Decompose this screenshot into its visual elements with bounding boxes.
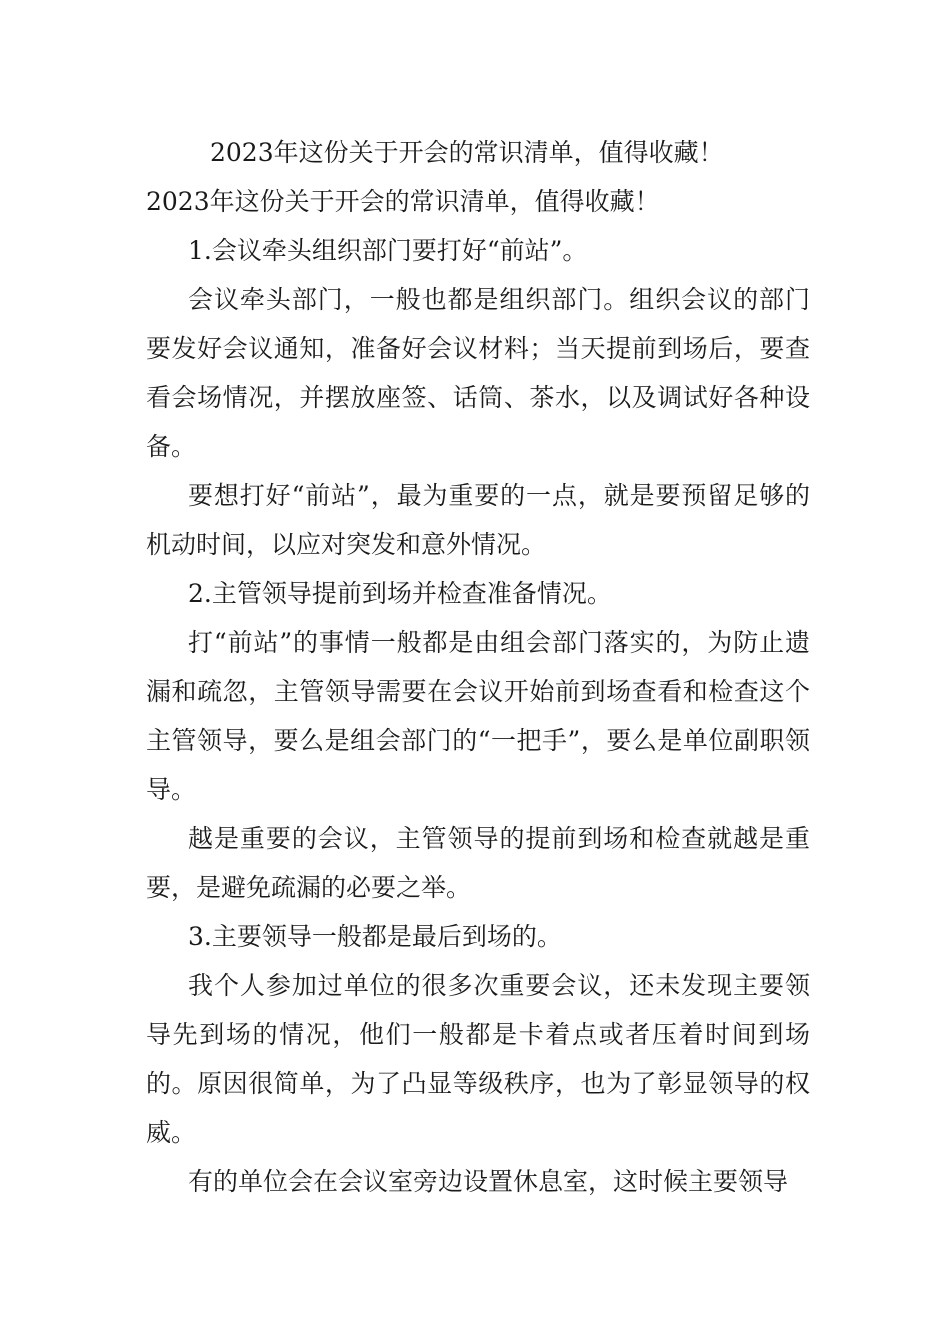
document-page [146, 128, 810, 1206]
document-subtitle: 2023年这份关于开会的常识清单，值得收藏！ [146, 187, 660, 216]
paragraph-2: 要想打好“前站”，最为重要的一点，就是要预留足够的机动时间，以应对突发和意外情况。 [146, 481, 810, 559]
paragraph-3: 打“前站”的事情一般都是由组会部门落实的，为防止遗漏和疏忽，主管领导需要在会议开始前到场查看和检查这个主管领导，要么是组会部门的“一把手”，要么是单位副职领导。 [146, 628, 810, 804]
heading-2: 2.主管领导提前到场并检查准备情况。 [188, 579, 612, 608]
document-title: 2023年这份关于开会的常识清单，值得收藏！ [210, 138, 724, 167]
paragraph-5: 我个人参加过单位的很多次重要会议，还未发现主要领导先到场的情况，他们一般都是卡着点或者压着时间到场的。原因很简单，为了凸显等级秩序，也为了彰显领导的权威。 [146, 971, 810, 1147]
paragraph-4: 越是重要的会议，主管领导的提前到场和检查就越是重要，是避免疏漏的必要之举。 [146, 824, 810, 902]
heading-1: 1.会议牵头组织部门要打好“前站”。 [188, 236, 588, 265]
heading-3: 3.主要领导一般都是最后到场的。 [188, 922, 562, 951]
paragraph-1: 会议牵头部门，一般也都是组织部门。组织会议的部门要发好会议通知，准备好会议材料；当天提前到场后，要查看会场情况，并摆放座签、话筒、茶水，以及调试好各种设备。 [146, 285, 810, 461]
paragraph-6: 有的单位会在会议室旁边设置休息室，这时候主要领导 [188, 1167, 789, 1196]
